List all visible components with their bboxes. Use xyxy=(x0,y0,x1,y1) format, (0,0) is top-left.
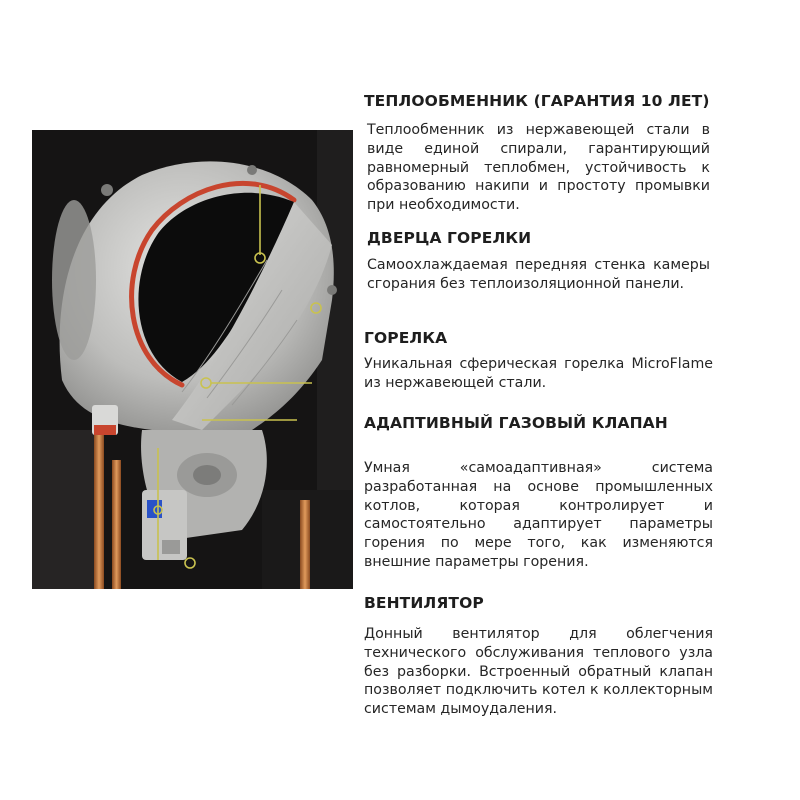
section-title-gas-valve: АДАПТИВНЫЙ ГАЗОВЫЙ КЛАПАН xyxy=(364,414,668,432)
section-title-fan: ВЕНТИЛЯТОР xyxy=(364,594,484,612)
section-body-burner-door: Самоохлаждаемая передняя стенка камеры сгорания без теплоизоляционной панели. xyxy=(367,257,710,292)
section-body-burner: Уникальная сферическая горелка MicroFlame из нержавеющей стали. xyxy=(364,356,713,391)
section-body-heat-exchanger: Теплообменник из нержавеющей стали в виде единой спирали, гарантирующий равномерный теплобмен, устойчивость к образованию накипи и простоту промывки при необходимости. xyxy=(367,122,710,214)
boiler-photo xyxy=(32,130,353,589)
section-title-heat-exchanger: ТЕПЛООБМЕННИК (ГАРАНТИЯ 10 ЛЕТ) xyxy=(364,92,710,110)
section-title-burner-door: ДВЕРЦА ГОРЕЛКИ xyxy=(367,229,532,247)
section-body-gas-valve: Умная «самоадаптивная» система разработанная на основе промышленных котлов, которая контролирует и самостоятельно адаптирует параметры горения по мере того, как изменяются внешние параметры горения. xyxy=(364,460,713,570)
gas-valve xyxy=(142,490,187,560)
section-body-fan: Донный вентилятор для облегчения технического обслуживания теплового узла без разборки. Встроенный обратный клапан позволяет подключить котел к коллекторным системам дымоудаления. xyxy=(364,626,713,718)
section-title-burner: ГОРЕЛКА xyxy=(364,329,448,347)
